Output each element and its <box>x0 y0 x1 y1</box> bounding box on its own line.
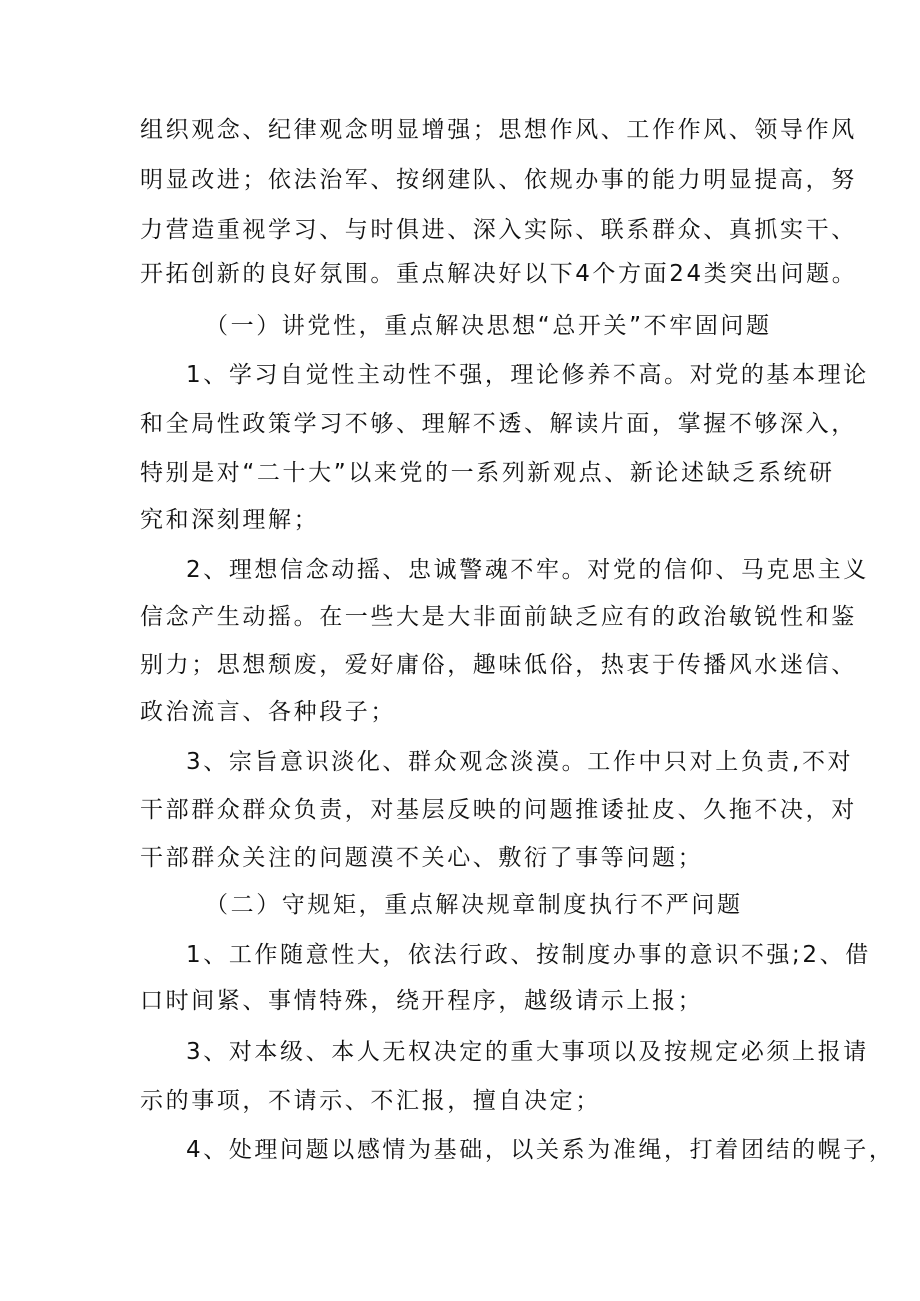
body-text-line: 别力；思想颓废，爱好庸俗，趣味低俗，热衷于传播风水迷信、 <box>140 652 857 678</box>
body-text-line: 和全局性政策学习不够、理解不透、解读片面，掌握不够深入， <box>140 411 857 437</box>
list-item-text: 1、工作随意性大，依法行政、按制度办事的意识不强;2、借 <box>186 942 871 968</box>
body-text-line: 明显改进；依法治军、按纲建队、依规办事的能力明显提高，努 <box>140 167 857 193</box>
body-text-line: 政治流言、各种段子； <box>140 699 396 725</box>
body-text-line: 究和深刻理解； <box>140 507 320 533</box>
body-text-line: 开拓创新的良好氛围。重点解决好以下4个方面24类突出问题。 <box>140 261 858 287</box>
body-text-line: 信念产生动摇。在一些大是大非面前缺乏应有的政治敏锐性和鉴 <box>140 604 857 630</box>
list-item-text: 3、宗旨意识淡化、群众观念淡漠。工作中只对上负责,不对 <box>186 749 854 775</box>
body-text-line: 口时间紧、事情特殊，绕开程序，越级请示上报； <box>140 988 704 1014</box>
body-text-line: 干部群众群众负责，对基层反映的问题推诿扯皮、久拖不决，对 <box>140 797 857 823</box>
body-text-line: 示的事项，不请示、不汇报，擅自决定； <box>140 1088 601 1114</box>
list-item-text: 2、理想信念动摇、忠诚警魂不牢。对党的信仰、马克思主义 <box>186 557 869 583</box>
body-text-line: 干部群众关注的问题漠不关心、敷衍了事等问题； <box>140 845 704 871</box>
body-text-line: 力营造重视学习、与时俱进、深入实际、联系群众、真抓实干、 <box>140 217 857 243</box>
list-item-text: 3、对本级、本人无权决定的重大事项以及按规定必须上报请 <box>186 1039 869 1065</box>
list-item-text: 4、处理问题以感情为基础，以关系为准绳，打着团结的幌子， <box>186 1137 895 1163</box>
section-heading-1: （一）讲党性，重点解决思想“总开关”不牢固问题 <box>205 313 772 339</box>
list-item-text: 1、学习自觉性主动性不强，理论修养不高。对党的基本理论 <box>186 362 869 388</box>
body-text-line: 组织观念、纪律观念明显增强；思想作风、工作作风、领导作风 <box>140 117 857 143</box>
body-text-line: 特别是对“二十大”以来党的一系列新观点、新论述缺乏系统研 <box>140 460 835 486</box>
section-heading-2: （二）守规矩，重点解决规章制度执行不严问题 <box>205 892 743 918</box>
